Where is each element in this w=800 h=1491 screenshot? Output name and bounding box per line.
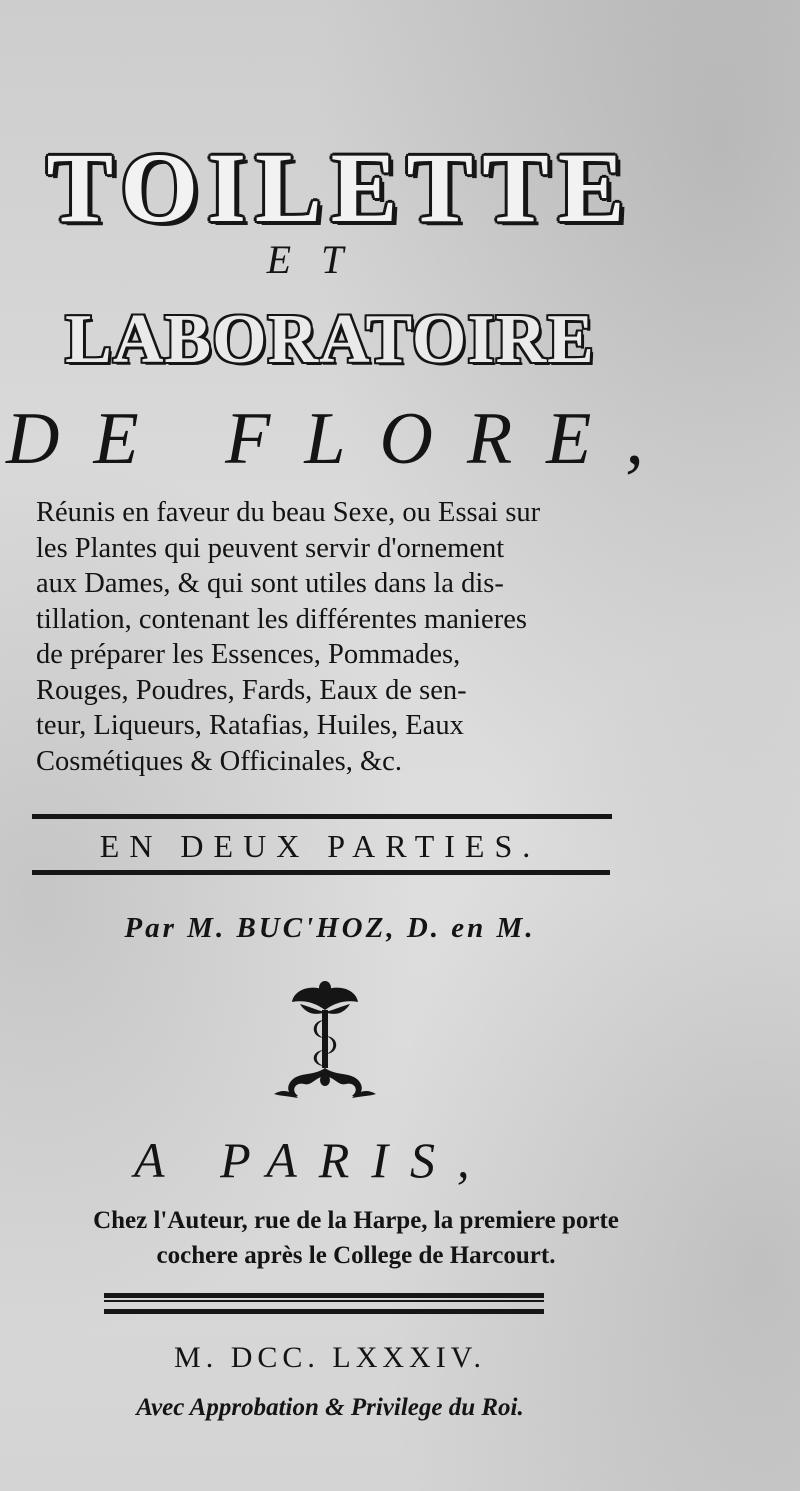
title-laboratoire: LABORATOIRE xyxy=(65,301,595,378)
double-rule-middle xyxy=(104,1300,544,1302)
double-rule-top xyxy=(104,1293,544,1298)
imprint-place: A PARIS, xyxy=(134,1132,492,1188)
publication-date: M. DCC. LXXXIV. xyxy=(174,1341,486,1374)
description-line: Cosmétiques & Officinales, &c. xyxy=(36,745,402,777)
description-line: Réunis en faveur du beau Sexe, ou Essai sur xyxy=(36,497,541,528)
subtitle-description xyxy=(36,495,660,779)
publisher-line: Chez l'Auteur, rue de la Harpe, la premiere porte xyxy=(93,1207,619,1234)
title-de-flore: DE FLORE, xyxy=(6,398,678,480)
description-line: de préparer les Essences, Pommades, xyxy=(36,639,461,670)
description-line: teur, Liqueurs, Ratafias, Huiles, Eaux xyxy=(36,710,464,741)
description-line: Rouges, Poudres, Fards, Eaux de sen- xyxy=(36,674,467,706)
fleuron-ornament-icon xyxy=(270,980,380,1102)
publisher-address xyxy=(36,1203,676,1273)
title-et: ET xyxy=(266,237,374,282)
description-line: tillation, contenant les différentes manieres xyxy=(36,603,527,635)
description-line: les Plantes qui peuvent servir d'ornement xyxy=(36,532,505,564)
parts-note: EN DEUX PARTIES. xyxy=(99,828,541,864)
divider-rule xyxy=(32,870,610,875)
description-line: aux Dames, & qui sont utiles dans la dis- xyxy=(36,568,504,599)
divider-rule xyxy=(32,814,612,819)
author-line: Par M. BUC'HOZ, D. en M. xyxy=(124,912,536,944)
privilege-line: Avec Approbation & Privilege du Roi. xyxy=(136,1394,524,1421)
publisher-line: cochere après le College de Harcourt. xyxy=(156,1242,556,1269)
double-rule-bottom xyxy=(104,1309,544,1314)
title-toilette: TOILETTE xyxy=(46,132,634,243)
